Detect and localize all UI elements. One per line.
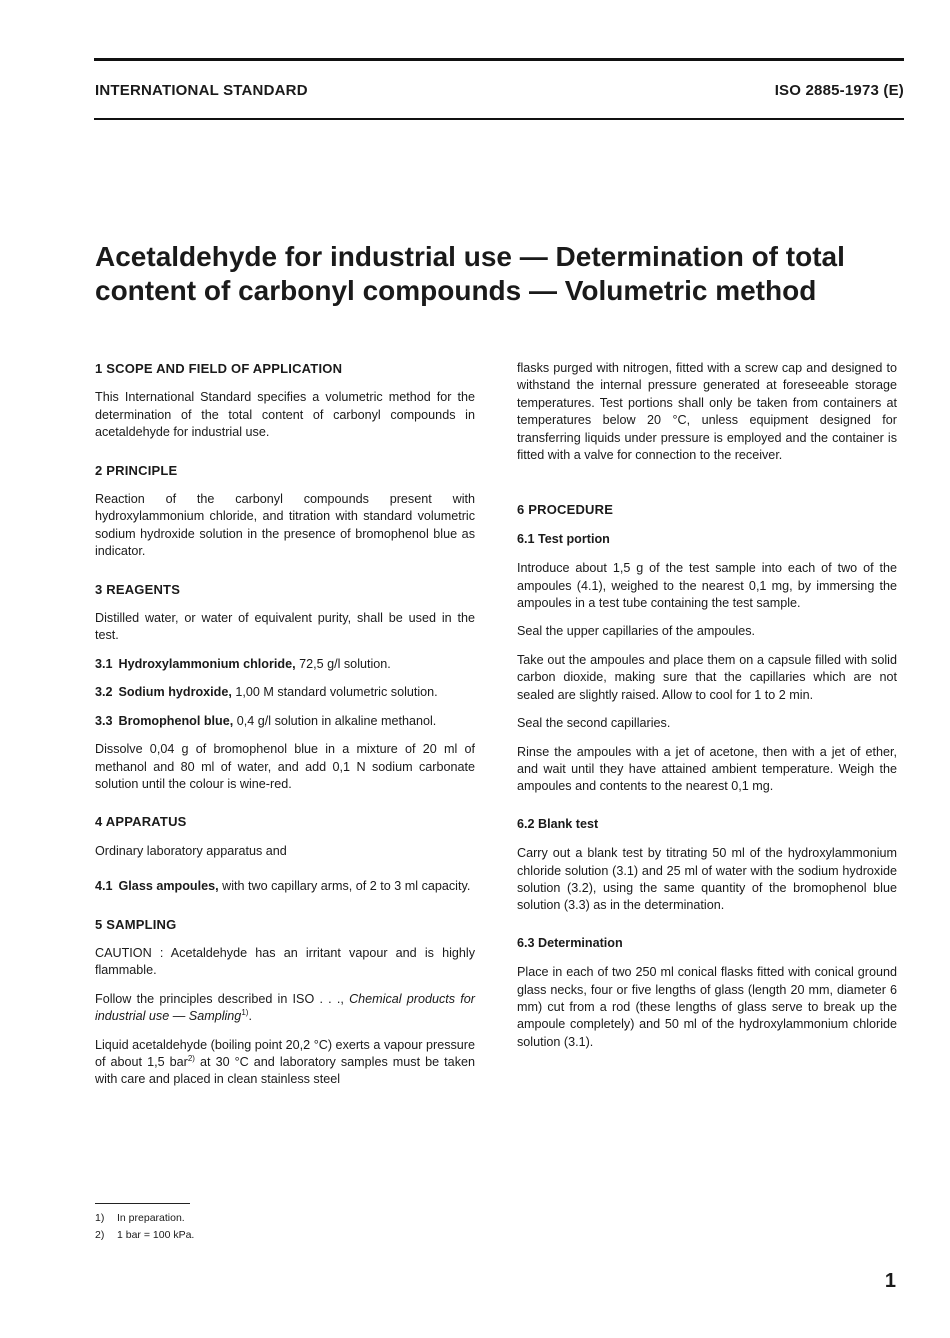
reagent-name: Hydroxylammonium chloride, [118,656,296,671]
reagent-desc: 72,5 g/l solution. [295,656,391,671]
section-blank-test [517,816,897,915]
section-apparatus [95,813,475,895]
footnote-mark: 2) [95,1229,105,1241]
subsection-heading: 6.2 Blank test [517,816,599,831]
reagent-desc: 0,4 g/l solution in alkaline methanol. [233,713,437,728]
paragraph [95,1037,475,1089]
clause-number: 3.2 [95,685,113,700]
paragraph: Reaction of the carbonyl compounds present with hydroxylammonium chloride, and titration with standard volumetric sodium hydroxide solution in the presence of bromophenol blue as indicator. [95,492,475,559]
header-bottom-rule [94,118,904,120]
section-principle [95,462,475,561]
paragraph: Take out the ampoules and place them on a capsule filled with solid carbon dioxide, making sure that the capillaries which are not sealed are slightly raised. Allow to cool for 1 to 2 min. [517,652,897,702]
paragraph: Distilled water, or water of equivalent purity, shall be used in the test. [95,611,475,643]
footnote [95,1210,194,1227]
paragraph: Carry out a blank test by titrating 50 ml of the hydroxylammonium chloride solution (3.1) and 25 ml of water with the sodium hydroxide solution (3.2), using the same quantity of the bromophenol blue solution (3.3) as in the determination. [517,846,897,913]
section-heading: 6 PROCEDURE [517,502,614,518]
document-type: INTERNATIONAL STANDARD [95,82,308,99]
clause-number: 4.1 [95,879,113,894]
paragraph [95,991,475,1026]
section-scope [95,360,475,442]
section-procedure [517,501,897,795]
right-column [517,360,897,1071]
apparatus-4-1 [95,878,475,895]
footnote-ref: 2) [187,1053,195,1063]
footnote-mark: 1) [95,1212,105,1224]
paragraph: Place in each of two 250 ml conical flasks fitted with conical ground glass necks, four or five lengths of glass (length 20 mm, diameter 6 mm) cut from a rod (these lengths of glass serve to break up the ampoule completely) and 50 ml of the hydroxylammonium chloride solution (3.1). [517,965,897,1049]
reagent-name: Bromophenol blue, [118,713,234,728]
clause-number: 3.1 [95,656,113,671]
text-run: Liquid acetaldehyde (boiling point 20,2 °C) exerts a vapour pressure of about 1,5 bar [95,1037,475,1069]
subsection-heading: 6.3 Determination [517,935,623,950]
footnote-text: In preparation. [117,1212,185,1224]
apparatus-name: Glass ampoules, [118,879,219,894]
footnote-ref: 1) [241,1007,249,1017]
section-heading: 4 APPARATUS [95,814,187,830]
paragraph: Seal the upper capillaries of the ampoules. [517,624,756,639]
section-determination [517,935,897,1051]
caution-text: CAUTION : Acetaldehyde has an irritant vapour and is highly flammable. [95,945,475,978]
reagent-3-2 [95,684,475,701]
paragraph: Seal the second capillaries. [517,716,671,731]
clause-number: 3.3 [95,713,113,728]
footnote-text: 1 bar = 100 kPa. [117,1229,195,1241]
footnote [95,1227,194,1244]
subsection-heading: 6.1 Test portion [517,531,610,546]
section-sampling [95,916,475,1089]
text-run: Follow the principles described in ISO . . ., [95,991,350,1006]
paragraph: Dissolve 0,04 g of bromophenol blue in a mixture of 20 ml of methanol and 80 ml of water, and add 0,1 N sodium carbonate solution until the colour is wine-red. [95,742,475,791]
reagent-3-1 [95,656,475,673]
text-run: at 30 °C and laboratory samples must be taken with care and placed in clean stainless steel [95,1054,475,1087]
section-heading: 2 PRINCIPLE [95,462,178,478]
reagent-3-3 [95,713,475,730]
spacer [517,475,897,501]
left-column [95,360,475,1109]
page-number: 1 [884,1270,896,1292]
text-run: . [248,1009,252,1024]
reference-title: Chemical products for industrial use — Sampling [95,991,475,1024]
section-heading: 3 REAGENTS [95,581,181,597]
section-reagents [95,581,475,794]
section-heading: 5 SAMPLING [95,916,177,932]
paragraph: Ordinary laboratory apparatus and [95,843,287,858]
paragraph: flasks purged with nitrogen, fitted with a screw cap and designed to withstand the internal pressure generated at foreseeable storage temperatures. Test portions shall only be taken from containers at temperatures below 20 °C, unless equipment designed for transferring liquids under pressure is employed and the container is fitted with a valve for connection to the receiver. [517,361,897,463]
paragraph: This International Standard specifies a volumetric method for the determination of the total content of carbonyl compounds in acetaldehyde for industrial use. [95,390,475,440]
footnote-rule [95,1203,190,1204]
footnotes [95,1210,194,1244]
paragraph: Introduce about 1,5 g of the test sample into each of two of the ampoules (4.1), weighed to the nearest 0,1 mg, by immersing the ampoules in a test tube containing the test sample. [517,561,897,611]
header-top-rule [94,58,904,61]
reagent-name: Sodium hydroxide, [118,685,232,700]
document-title: Acetaldehyde for industrial use — Determination of total content of carbonyl compounds — Volumetric method [95,241,845,306]
apparatus-desc: with two capillary arms, of 2 to 3 ml capacity. [218,879,471,894]
standard-number: ISO 2885-1973 (E) [774,82,904,99]
paragraph: Rinse the ampoules with a jet of acetone, then with a jet of ether, and wait until they have attained ambient temperature. Weigh the ampoules and contents to the nearest 0,1 mg. [517,744,897,794]
section-heading: 1 SCOPE AND FIELD OF APPLICATION [95,361,343,376]
reagent-desc: 1,00 M standard volumetric solution. [231,685,438,700]
